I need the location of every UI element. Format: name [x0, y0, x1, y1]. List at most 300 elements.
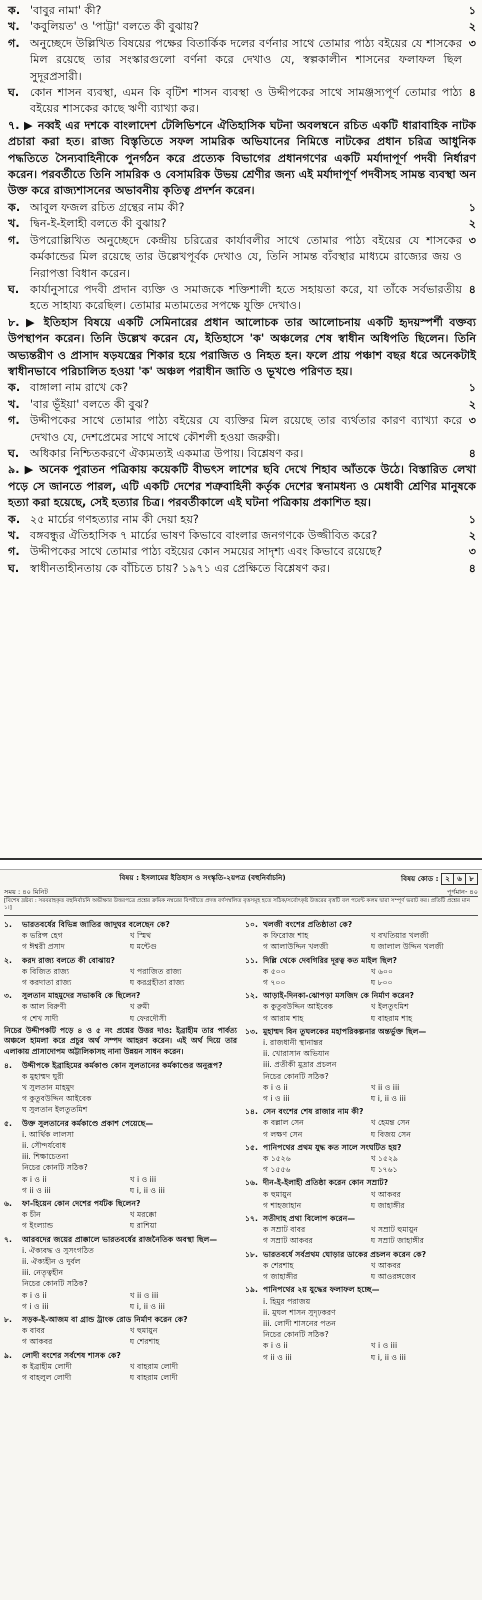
mcq-option[interactable] — [130, 1301, 238, 1312]
part-label: খ. — [8, 217, 20, 231]
mcq-option-text: গ ঈশ্বরী প্রসাদ — [22, 942, 65, 952]
mcq-option-text: ঘ বিজয় সেন — [370, 1129, 411, 1139]
part-mark: ১ — [468, 381, 476, 395]
mcq-question-title — [4, 1314, 237, 1325]
instructions: [বিশেষ দ্রষ্টব্য : সরবরাহকৃত বহুনির্বাচনি অভীক্ষার উত্তরপত্রে প্রশ্নের ক্রমিক নম্বরের বিপরীতে প্রদত্ত বর্ণসম্বলিত বৃত্তসমূহ হতে সঠিক/সর্বোৎকৃষ্ট উত্তরের বৃত্তটি বল পয়েন্ট কলম দ্বারা সম্পূর্ণ ভরাট কর। প্রতিটি প্রশ্নের মান ১।] — [4, 896, 478, 916]
mcq-option-text: খ রুমী — [129, 1002, 150, 1012]
mcq-option-text: ক বিজিত রাজ্য — [22, 966, 70, 976]
mcq-option-text: ক i ও ii — [263, 1341, 288, 1351]
mcq-question — [4, 919, 237, 953]
mcq-statements — [4, 1245, 237, 1290]
mcq-question-title — [4, 1234, 237, 1245]
mcq-option[interactable] — [371, 1082, 479, 1093]
question-part — [8, 446, 476, 462]
mcq-option[interactable] — [22, 1185, 130, 1196]
part-label: গ. — [8, 414, 20, 428]
code-digit: ৮ — [469, 874, 474, 883]
mcq-option[interactable] — [263, 930, 371, 941]
mcq-option-text: ক হুমায়ুন — [263, 1189, 292, 1199]
mcq-option[interactable] — [371, 930, 479, 941]
mcq-option[interactable] — [371, 1235, 479, 1246]
mcq-statement: ii. সৌন্দর্যবোধ — [22, 1141, 67, 1151]
mcq-question — [245, 919, 478, 953]
mcq-option[interactable] — [130, 1361, 238, 1372]
part-mark: ২ — [468, 217, 476, 231]
part-label: ঘ. — [8, 446, 20, 460]
mcq-options — [245, 1153, 478, 1175]
mcq-number: ১৪. — [245, 1107, 258, 1117]
mcq-option[interactable] — [130, 1174, 238, 1185]
mcq-number: ১৭. — [245, 1214, 258, 1224]
mcq-question-title — [245, 919, 478, 930]
question-part — [8, 233, 476, 282]
page-separator — [0, 858, 482, 870]
mcq-option[interactable] — [263, 966, 371, 977]
mcq-subheader — [4, 886, 478, 896]
mcq-question-text: পানিপথের ২য় যুদ্ধের ফলাফল হচ্ছে— — [263, 1285, 380, 1295]
mcq-option[interactable] — [130, 966, 238, 977]
mcq-option[interactable] — [22, 941, 130, 952]
mcq-option-text: খ ৬০০ — [370, 966, 393, 976]
mcq-option-text: ক i ও ii — [22, 1174, 47, 1184]
mcq-option[interactable] — [263, 1001, 371, 1012]
mcq-option[interactable] — [371, 1200, 479, 1211]
mcq-number: ২. — [4, 955, 12, 965]
mcq-statements — [245, 1037, 478, 1082]
part-label: ক. — [8, 4, 21, 17]
part-text: উপরোল্লিখিত অনুচ্ছেদে কেন্দ্রীয় চরিত্রের কার্যাবলীর সাথে তোমার পাঠ্য বইয়ের যে শাসকের কর্মকান্ডের মিল রয়েছে তার উল্লেখপূর্বক দেখাও যে, তিনি সামন্ত ব্যঁবস্থার মাধ্যমে রাজ্যের জয় ও নিরাপত্তা বিধান করেন। — [30, 233, 462, 280]
mcq-option-text: ক মুহাম্মদ ঘুরী — [22, 1071, 64, 1081]
mcq-options — [245, 966, 478, 988]
mcq-option[interactable] — [263, 1189, 371, 1200]
mcq-option-text: গ কুতুবউদ্দিন আইবেক — [22, 1094, 92, 1104]
mcq-number: ১৮. — [245, 1249, 258, 1259]
mcq-number: ৯. — [4, 1350, 12, 1360]
mcq-option[interactable] — [22, 1104, 237, 1115]
mcq-option-text: ক i ও ii — [22, 1290, 47, 1300]
mcq-number: ১১. — [245, 955, 258, 965]
mcq-question-text: আরবদের জয়ের প্রাক্কালে ভারতবর্ষের রাজনৈতিক অবস্থা ছিল— — [22, 1234, 218, 1244]
part-text: ২৫ মার্চের গণহত্যার নাম কী দেয়া হয়? — [30, 512, 199, 526]
mcq-statements — [4, 1129, 237, 1174]
mcq-options — [4, 1209, 237, 1231]
mcq-option-text: ঘ i, ii ও iii — [370, 1094, 406, 1104]
mcq-option[interactable] — [371, 1153, 479, 1164]
mcq-question-text: ফা-হিয়েন কোন দেশের পর্যটক ছিলেন? — [22, 1199, 141, 1209]
part-mark: ৩ — [468, 414, 476, 428]
mcq-options — [4, 1361, 237, 1383]
mcq-options — [4, 1001, 237, 1023]
mcq-section — [0, 870, 482, 1600]
mcq-option[interactable] — [130, 941, 238, 952]
question-part — [8, 3, 476, 19]
part-text: বাঙ্গালা নাম রাখে কে? — [30, 381, 129, 395]
mcq-option-text: ক আল বিরুণী — [22, 1002, 67, 1012]
mcq-option-text: ঘ মন্টেগু — [129, 942, 157, 952]
mcq-option[interactable] — [130, 1185, 238, 1196]
mcq-question — [245, 1142, 478, 1176]
mcq-option-text: খ বাহরাম লোদী — [129, 1361, 179, 1371]
mcq-option[interactable] — [263, 1164, 371, 1175]
mcq-question-text: সতীদাহ প্রথা বিলোপ করেন— — [263, 1214, 356, 1224]
part-text: অধিকার নিশ্চিতকরণে ঐক্যমত্যই একমাত্র উপায়। বিশ্লেষণ কর। — [30, 446, 304, 460]
mcq-option-text: খ পরাজিত রাজ্য — [129, 966, 182, 976]
mcq-number: ৪. — [4, 1060, 12, 1070]
mcq-option-text: খ হুমায়ুন — [129, 1326, 158, 1336]
mcq-option[interactable] — [371, 1093, 479, 1104]
mcq-option[interactable] — [263, 1200, 371, 1211]
part-label: ক. — [8, 512, 21, 526]
mcq-options — [245, 1082, 478, 1104]
mcq-option[interactable] — [22, 1220, 130, 1231]
mcq-number: ১২. — [245, 991, 258, 1001]
question-9 — [8, 462, 476, 577]
part-mark: ৩ — [468, 545, 476, 559]
mcq-option[interactable] — [22, 1209, 130, 1220]
part-text: 'কবুলিয়ত' ও 'পাট্টা' বলতে কী বুঝায়? — [30, 20, 199, 34]
question-7 — [8, 118, 476, 315]
mcq-option[interactable] — [263, 1260, 371, 1271]
part-text: আবুল ফজল রচিত গ্রন্থের নাম কী? — [30, 200, 185, 214]
mcq-option-text: গ বাহলুল লোদী — [22, 1373, 72, 1383]
mcq-option[interactable] — [371, 1260, 479, 1271]
mcq-option[interactable] — [371, 1340, 479, 1351]
mcq-header — [4, 872, 478, 886]
mcq-option[interactable] — [130, 930, 238, 941]
mcq-option[interactable] — [263, 1117, 371, 1128]
mcq-statement: ii. মুঘল শাসন সুদৃঢ়করণ — [263, 1307, 336, 1317]
mcq-option[interactable] — [22, 1174, 130, 1185]
mcq-question-text: দিল্লি থেকে দেবগিরির দূরত্ব কত মাইল ছিল? — [263, 955, 398, 965]
mcq-question-title — [4, 919, 237, 930]
question-8 — [8, 315, 476, 463]
mcq-option-text: গ i ও iii — [263, 1094, 290, 1104]
mcq-option-text: ঘ জাহাঙ্গীর — [370, 1200, 405, 1210]
mcq-option-text: গ ১৫৫৬ — [263, 1165, 291, 1175]
part-mark: ২ — [468, 20, 476, 34]
mcq-option[interactable] — [371, 941, 479, 952]
mcq-question-title — [245, 955, 478, 966]
mcq-option[interactable] — [22, 1361, 130, 1372]
part-text: কার্যানুসারে পদবী প্রদান ব্যক্তি ও সমাজকে শক্তিশালী হতে সহায়তা করে, যা তাঁকে সর্বভারতীয় হতে সাহায্য করেছিল। তোমার মতামতের সপক্ষে যুক্তি দেখাও। — [30, 282, 462, 313]
part-text: উদ্দীপকের সাথে তোমার পাঠ্য বইয়ের কোন সময়ের সাদৃশ্য এবং কিভাবে রয়েছে? — [30, 545, 383, 559]
mcq-options — [245, 1001, 478, 1023]
question-6-tail — [8, 3, 476, 118]
mcq-statements — [245, 1296, 478, 1341]
mcq-option[interactable] — [22, 1082, 237, 1093]
mcq-option-text: গ ii ও iii — [22, 1185, 51, 1195]
question-part — [8, 561, 476, 577]
mcq-option-text: ক শেরশাহ — [263, 1260, 294, 1270]
mcq-question-text: ভারতবর্ষে সর্বপ্রথম ঘোড়ার ডাকের প্রচলন করেন কে? — [263, 1249, 427, 1259]
mcq-option[interactable] — [371, 1164, 479, 1175]
mcq-question — [245, 1249, 478, 1283]
part-text: স্বাধীনতাহীনতায় কে বাঁচিতে চায়? ১৯৭১ এর প্রেক্ষিতে বিশ্লেষণ কর। — [30, 561, 330, 575]
mcq-option[interactable] — [130, 1325, 238, 1336]
mcq-option-text: ঘ জালাল উদ্দিন খলজী — [370, 942, 444, 952]
mcq-option[interactable] — [371, 1271, 479, 1282]
mcq-option[interactable] — [263, 1013, 371, 1024]
mcq-number: ১৬. — [245, 1178, 258, 1188]
question-part — [8, 413, 476, 446]
mcq-option[interactable] — [371, 1352, 479, 1363]
mcq-option-text: খ স্মিথ — [129, 931, 152, 941]
question-part — [8, 380, 476, 396]
question-stem — [8, 315, 476, 381]
mcq-option[interactable] — [371, 1189, 479, 1200]
mcq-option[interactable] — [371, 1224, 479, 1235]
mcq-question — [245, 1177, 478, 1211]
mcq-option-text: খ সম্রাট হুমায়ুন — [370, 1225, 418, 1235]
mcq-left-column — [4, 919, 237, 1385]
mcq-question-title — [245, 1213, 478, 1224]
part-text: অনুচ্ছেদে উল্লিখিত বিষয়ের পক্ষের বিতার্কিক দলের বর্ণনার সাথে তোমার পাঠ্য বইয়ের যে শাসকের মিল রয়েছে তার সংস্কারগুলো বর্ণনা করে দেখাও যে, স্বল্পকালীন শাসনের ফলাফল ছিল সুদূরপ্রসারী। — [30, 36, 462, 83]
mcq-option[interactable] — [263, 1093, 371, 1104]
mcq-option[interactable] — [130, 1290, 238, 1301]
mcq-option-text: ক সম্রাট বাবর — [263, 1225, 306, 1235]
mcq-option-text: ঘ বাহরাম লোদী — [129, 1373, 178, 1383]
mcq-option-text: ক i ও ii — [263, 1082, 288, 1092]
part-text: বঙ্গবন্ধুর ঐতিহাসিক ৭ মার্চের ভাষণ কিভাবে বাংলার জনগণকে উজ্জীবিত করে? — [30, 529, 378, 542]
mcq-options — [4, 966, 237, 988]
mcq-columns — [4, 919, 478, 1385]
question-part — [8, 397, 476, 413]
mcq-options — [4, 1325, 237, 1347]
mcq-option[interactable] — [263, 1340, 371, 1351]
mcq-option-text: গ i ও iii — [22, 1301, 49, 1311]
mcq-option[interactable] — [130, 1013, 238, 1024]
mcq-question-title — [4, 1060, 237, 1071]
mcq-option-text: গ আলাউদ্দিন খলজী — [263, 942, 329, 952]
mcq-statement: iii. লোদী শাসনের পতন — [263, 1318, 336, 1328]
mcq-option[interactable] — [263, 1082, 371, 1093]
mcq-option-text: ঘ i, ii ও iii — [370, 1352, 406, 1362]
mcq-option[interactable] — [263, 941, 371, 952]
mcq-option-text: ঘ ১৭৬১ — [370, 1165, 398, 1175]
mcq-statement: i. রাজধানী স্থানান্তর — [263, 1038, 323, 1048]
mcq-question-text: খলজী বংশের প্রতিষ্ঠাতা কে? — [263, 920, 353, 929]
mcq-option[interactable] — [22, 1071, 237, 1082]
part-label: ঘ. — [8, 282, 20, 296]
part-text: 'বার ভূঁইয়া' বলতে কী বুঝ? — [30, 397, 150, 411]
mcq-option-text: ঘ বাহরাম শাহ — [370, 1013, 413, 1023]
mcq-option[interactable] — [22, 1325, 130, 1336]
mcq-statement: i. ঐক্যবদ্ধ ও সুসংগঠিত — [22, 1245, 94, 1255]
mcq-option[interactable] — [22, 1290, 130, 1301]
mcq-options — [4, 1174, 237, 1196]
mcq-option[interactable] — [22, 977, 130, 988]
question-part — [8, 216, 476, 232]
mcq-option[interactable] — [263, 1153, 371, 1164]
mcq-option[interactable] — [263, 1129, 371, 1140]
mcq-option[interactable] — [130, 1372, 238, 1383]
mcq-option-text: ঘ সুলতান ইলতুতমিশ — [22, 1105, 88, 1115]
mcq-option[interactable] — [371, 977, 479, 988]
mcq-option-text: খ মরক্কো — [129, 1210, 157, 1220]
part-label: খ. — [8, 20, 20, 34]
part-mark: ৩ — [468, 36, 476, 50]
mcq-option-text: খ i ও iii — [370, 1341, 398, 1351]
mcq-option-text: ক কুতুবউদ্দিন আইবেক — [263, 1002, 333, 1012]
mcq-option[interactable] — [130, 1220, 238, 1231]
mcq-option[interactable] — [263, 1235, 371, 1246]
part-text: 'বাবুর নামা' কী? — [30, 4, 102, 17]
mcq-number: ১০. — [245, 920, 258, 929]
mcq-question-text: দীন-ই-ইলাহী প্রতিষ্ঠা করেন কোন সম্রাট? — [263, 1178, 389, 1188]
mcq-option-text: গ শেখ সাদী — [22, 1013, 59, 1023]
mcq-option-text: গ ii ও iii — [263, 1352, 292, 1362]
mcq-option[interactable] — [263, 977, 371, 988]
mcq-question — [245, 1213, 478, 1247]
mcq-option[interactable] — [22, 966, 130, 977]
mcq-question — [4, 1314, 237, 1348]
mcq-options — [245, 1224, 478, 1246]
mcq-option[interactable] — [371, 1129, 479, 1140]
part-label: গ. — [8, 36, 20, 50]
question-part — [8, 282, 476, 315]
mcq-prompt: নিচের কোনটি সঠিক? — [263, 1071, 329, 1081]
mcq-options — [4, 1290, 237, 1312]
mcq-option[interactable] — [130, 1209, 238, 1220]
mcq-question-text: আড়াই-দিনকা-ঝোপড়া মসজিদ কে নির্মাণ করেন? — [263, 991, 414, 1001]
part-label: ক. — [8, 381, 21, 395]
mcq-number: ৬. — [4, 1199, 12, 1209]
part-label: ক. — [8, 200, 21, 214]
mcq-question — [4, 1060, 237, 1116]
mcq-number: ৮. — [4, 1315, 12, 1325]
mcq-option-text: ঘ আওরঙ্গজেব — [370, 1272, 416, 1282]
mcq-option-text: ঘ ৮০০ — [370, 978, 393, 988]
mcq-option[interactable] — [22, 1001, 130, 1012]
code-digit: ২ — [442, 874, 454, 884]
mcq-option-list — [4, 1071, 237, 1116]
mcq-option-text: ঘ শেরশাহ — [129, 1337, 160, 1347]
question-part — [8, 85, 476, 118]
part-mark: ১ — [468, 4, 476, 17]
subject-code — [401, 873, 478, 886]
mcq-question-title — [4, 1350, 237, 1361]
mcq-option-text: ঘ করগ্রহীতা রাজ্য — [129, 978, 185, 988]
part-label: গ. — [8, 233, 20, 247]
part-mark: ২ — [468, 529, 476, 542]
mcq-option[interactable] — [263, 1271, 371, 1282]
mcq-statement: iii. শিক্ষাচেতনা — [22, 1152, 69, 1162]
mcq-right-column — [245, 919, 478, 1385]
mcq-option-text: গ সম্রাট আকবর — [263, 1236, 313, 1246]
mcq-question — [4, 1118, 237, 1196]
mcq-options — [245, 1189, 478, 1211]
mcq-question-text: পানিপথের প্রথম যুদ্ধ কত সালে সংঘটিত হয়? — [263, 1142, 402, 1152]
mcq-option[interactable] — [22, 1013, 130, 1024]
mcq-question-text: লোদী বংশের সর্বশেষ শাসক কে? — [22, 1350, 121, 1360]
mcq-prompt: নিচের কোনটি সঠিক? — [22, 1163, 88, 1173]
mcq-option-text: খ আকবর — [370, 1189, 401, 1199]
mcq-question-text: উক্ত সুলতানের কর্মকাণ্ডে প্রকাশ পেয়েছে— — [22, 1118, 154, 1128]
mcq-question — [245, 1106, 478, 1140]
mcq-question-title — [245, 1142, 478, 1153]
question-part — [8, 544, 476, 560]
mcq-number: ১৫. — [245, 1142, 258, 1152]
mcq-option-text: গ আরাম শাহ — [263, 1013, 304, 1023]
mcq-option[interactable] — [22, 930, 130, 941]
question-stem-text: ৭. ▶ নব্বই এর দশকে বাংলাদেশ টেলিভিশনে ঐতিহাসিক ঘটনা অবলম্বনে রচিত একটি ধারাবাহিক নাটক প্রচারা করা হত। রাজ্য বিস্তৃতিতে সফল সামরিক অভিযানের নিমিত্তে নাটকের প্রধান চরিত্র আধুনিক পদ্ধতিতে সৈন্যবাহিনীকে পুনর্গঠন করে প্রত্যেক বিভাগের প্রধানগণের একটি মর্যাদাপূর্ণ পদবী নির্ধারণ করেন। পরবর্তীতে তিনি সামরিক ও বেসামরিক উভয় শ্রেণীর জন্য এই মর্যাদাপূর্ণ পদবীসহ সামন্ত ব্যবস্থা অন উক্ত করে রাজ্যশাসনের অভাবনীয় কৃতিত্ব প্রদর্শন করেন। — [8, 118, 476, 198]
mcq-question — [245, 990, 478, 1024]
mcq-question-title — [245, 1249, 478, 1260]
part-mark: ৪ — [468, 282, 476, 296]
mcq-number: ১৯. — [245, 1285, 258, 1295]
mcq-option-text: ক ইব্রাহীম লোদী — [22, 1361, 72, 1371]
mcq-statement: iii. প্রতীকী মুদ্রার প্রচলন — [263, 1060, 337, 1070]
mcq-question-title — [4, 1118, 237, 1129]
code-digit: ৬ — [454, 874, 466, 884]
mcq-option-text: খ ii ও iii — [129, 1290, 159, 1300]
mcq-option-text: ক ৫০০ — [263, 966, 286, 976]
mcq-option[interactable] — [22, 1093, 237, 1104]
question-part — [8, 528, 476, 544]
mcq-option-text: গ শাহজাহান — [263, 1200, 302, 1210]
mcq-question-text: উদ্দীপকে ইব্রাহিমের কর্মকাণ্ড কোন সুলতানের কর্মকাণ্ডের অনুরূপ? — [22, 1060, 223, 1070]
mcq-question-text: সেন বংশের শেষ রাজার নাম কী? — [263, 1107, 364, 1117]
mcq-option-text: খ i ও iii — [129, 1174, 157, 1184]
time-label: সময় : ৪০ মিনিট — [4, 888, 48, 896]
part-text: উদ্দীপকের সাথে তোমার পাঠ্য বইয়ের যে ব্যক্তির মিল রয়েছে তার ব্যর্থতার কারণ ব্যাখ্যা করে দেখাও যে, দেশপ্রেমের সাথে সাথে কৌশলী হওয়া জরুরী। — [30, 414, 462, 444]
mcq-question-title — [4, 1198, 237, 1209]
mcq-option[interactable] — [130, 1336, 238, 1347]
mcq-statement: iii. নেতৃত্বহীন — [22, 1268, 64, 1278]
mcq-option[interactable] — [371, 1013, 479, 1024]
mcq-option[interactable] — [263, 1352, 371, 1363]
mcq-statement: i. আর্থিক লালসা — [22, 1129, 74, 1139]
part-text: কোন শাসন ব্যবস্থা, এমন কি বৃটিশ শাসন ব্যবস্থা ও উদ্দীপকের সাথে সামঞ্জস্যপূর্ণ তোমার পাঠ্য বইয়ের শাসকের কাছে ঋণী ব্যাখ্যা কর। — [30, 86, 462, 116]
mcq-option-text: গ জাহাঙ্গীর — [263, 1272, 298, 1282]
mcq-options — [245, 1117, 478, 1139]
part-mark: ৪ — [468, 561, 476, 575]
mcq-statement: i. হিমুর পরাজয় — [263, 1296, 311, 1306]
mcq-option-text: ক চীন — [22, 1210, 41, 1220]
mcq-prompt: নিচের কোনটি সঠিক? — [263, 1330, 329, 1340]
mcq-option-text: খ বখতিয়ার খলজী — [370, 931, 429, 941]
mcq-option[interactable] — [22, 1301, 130, 1312]
question-part — [8, 200, 476, 216]
mcq-number: ৩. — [4, 991, 12, 1001]
part-mark: ২ — [468, 397, 476, 411]
mcq-option-text: খ ii ও iii — [370, 1082, 400, 1092]
mcq-options — [245, 1340, 478, 1362]
mcq-option[interactable] — [371, 1001, 479, 1012]
mcq-statement: ii. ঐক্যহীন ও দুর্বল — [22, 1257, 81, 1267]
part-mark: ১ — [468, 512, 476, 526]
mcq-question — [4, 1234, 237, 1312]
mcq-question — [245, 1026, 478, 1104]
question-part — [8, 512, 476, 528]
part-label: খ. — [8, 529, 20, 542]
mcq-options — [4, 930, 237, 952]
subject-code-label: বিষয় কোড : — [401, 873, 439, 883]
mcq-option[interactable] — [130, 977, 238, 988]
mcq-statement: ii. খোরাসান অভিযান — [263, 1049, 330, 1059]
mcq-option[interactable] — [22, 1372, 130, 1383]
mcq-option[interactable] — [263, 1224, 371, 1235]
mcq-option-text: ক বল্লাল সেন — [263, 1118, 304, 1128]
mcq-question-title — [245, 1106, 478, 1117]
mcq-option-text: খ ১৫২৯ — [370, 1154, 398, 1164]
mcq-option-text: গ করদাতা রাজ্য — [22, 978, 72, 988]
mcq-option[interactable] — [371, 1117, 479, 1128]
mcq-option[interactable] — [22, 1336, 130, 1347]
mcq-options — [245, 930, 478, 952]
mcq-option[interactable] — [130, 1001, 238, 1012]
mcq-option[interactable] — [371, 966, 479, 977]
